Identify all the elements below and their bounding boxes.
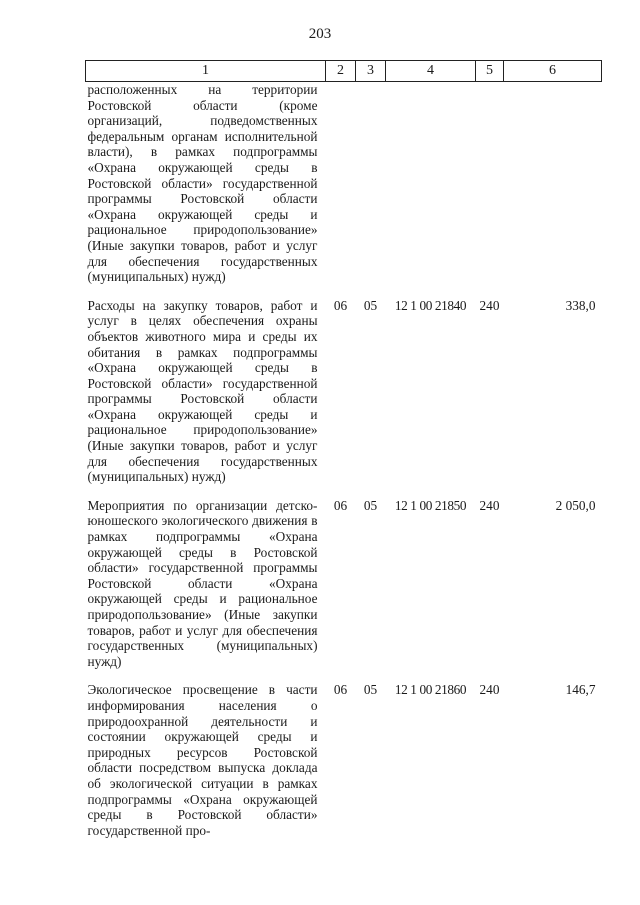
row-section: 06 xyxy=(333,297,348,313)
table-header xyxy=(86,61,602,82)
table-row xyxy=(86,498,602,683)
row-description: расположенных на территории Ростовской области (кроме организаций, подведомственных федеральным органам исполнительной власти), в рамках подпрограммы «Охрана окружающей среды в Ростовской области» государственной программы Ростовской области «Охрана окружающей среды и рациональное природопользование» (Иные закупки товаров, работ и услуг для обеспечения государственных (муниципальных) нужд) xyxy=(87,82,318,285)
table-row xyxy=(86,82,602,298)
row-expense-type: 240 xyxy=(479,297,500,313)
table-body xyxy=(86,82,602,852)
row-expense-type xyxy=(476,82,504,298)
row-subsection: 05 xyxy=(363,682,378,698)
row-target-code: 12 1 00 21840 xyxy=(394,297,467,313)
row-amount: 338,0 xyxy=(565,297,596,313)
column-header-1: 1 xyxy=(86,61,326,82)
row-target-code: 12 1 00 21860 xyxy=(394,682,467,698)
row-description: Экологическое просвещение в части информирования населения о природоохранной деятельности и состоянии окружающей среды и природных ресурсов Ростовской области посредством выпуска доклада об экологической ситуации в рамках подпрограммы «Охрана окружающей среды в Ростовской области» государственной про- xyxy=(87,682,318,838)
row-expense-type: 240 xyxy=(479,682,500,698)
row-description: Мероприятия по организации детско-юношеского экологического движения в рамках подпрограммы «Охрана окружающей среды в Ростовской области» государственной программы Ростовской области «Охрана окружающей среды и рациональное природопользование» (Иные закупки товаров, работ и услуг для обеспечения государственных (муниципальных) нужд) xyxy=(87,497,318,669)
table-row xyxy=(86,682,602,851)
column-header-5: 5 xyxy=(476,61,504,82)
column-header-2: 2 xyxy=(326,61,356,82)
row-target-code xyxy=(386,82,476,298)
header-row xyxy=(86,61,602,82)
row-expense-type: 240 xyxy=(479,497,500,513)
row-amount: 2 050,0 xyxy=(555,497,596,513)
row-subsection: 05 xyxy=(363,297,378,313)
row-section xyxy=(326,82,356,298)
row-subsection: 05 xyxy=(363,497,378,513)
column-header-3: 3 xyxy=(356,61,386,82)
row-target-code: 12 1 00 21850 xyxy=(394,497,467,513)
table-row xyxy=(86,298,602,498)
column-header-6: 6 xyxy=(504,61,602,82)
row-subsection xyxy=(356,82,386,298)
row-description: Расходы на закупку товаров, работ и услуг в целях обеспечения охраны объектов животного мира и среды их обитания в рамках подпрограммы «Охрана окружающей среды в Ростовской области» государственной программы Ростовской области «Охрана окружающей среды и рациональное природопользование» (Иные закупки товаров, работ и услуг для обеспечения государственных (муниципальных) нужд) xyxy=(87,297,318,485)
row-amount xyxy=(504,82,602,298)
row-section: 06 xyxy=(333,497,348,513)
row-amount: 146,7 xyxy=(565,682,596,698)
page-number: 203 xyxy=(308,26,332,42)
budget-table xyxy=(85,60,602,851)
row-section: 06 xyxy=(333,682,348,698)
column-header-4: 4 xyxy=(386,61,476,82)
